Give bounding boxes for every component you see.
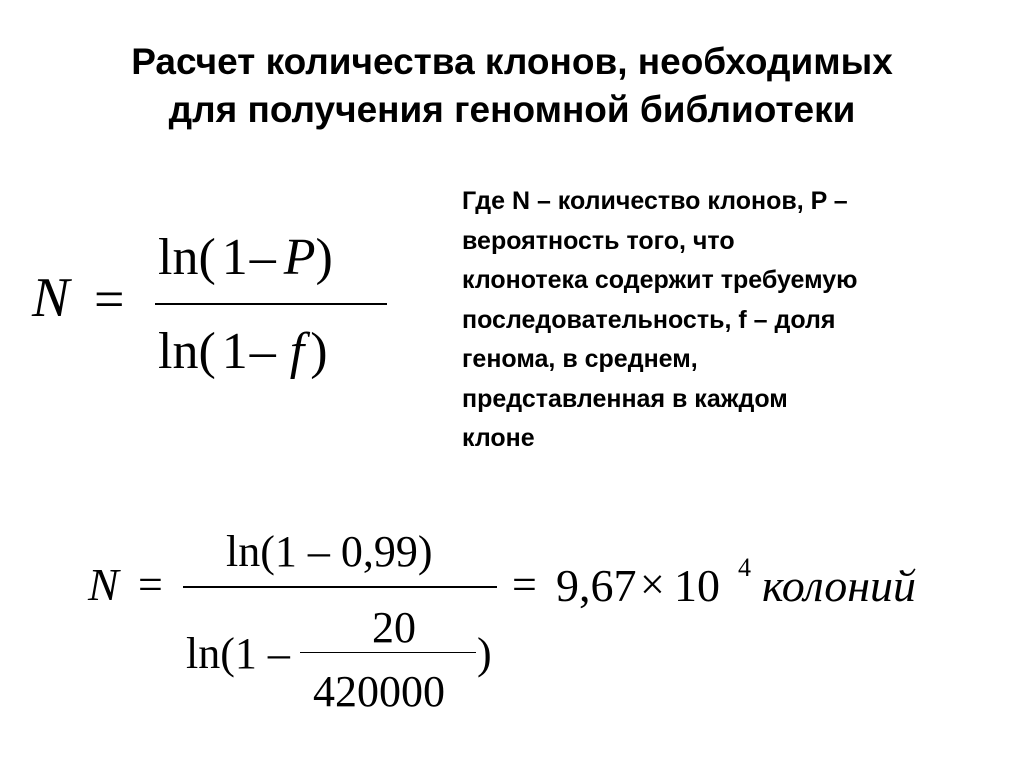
formula-general-numerator: ln( 1– P)	[158, 229, 333, 286]
formula-example-inner-denominator: 420000	[313, 667, 445, 716]
formula-example-fraction-bar	[183, 586, 497, 588]
formula-example-inner-numerator: 20	[372, 603, 416, 652]
title-line-1: Расчет количества клонов, необходимых	[131, 41, 893, 82]
formula-example-result-exponent: 4	[738, 553, 751, 582]
formula-example-result-base: 10	[674, 560, 720, 611]
formula-general-lhs: N	[32, 267, 70, 329]
description-line: клонотека содержит требуемую	[462, 266, 858, 294]
description-line: представленная в каждом	[462, 384, 788, 413]
description-line: клоне	[462, 424, 535, 452]
formula-example-numerator: ln(1 – 0,99)	[226, 527, 433, 576]
formula-example-equals-2: =	[512, 560, 537, 609]
formula-general-fraction-bar	[155, 303, 387, 305]
formula-example-equals: =	[138, 560, 163, 609]
formula-example-lhs: N	[88, 559, 119, 610]
formula-example-denominator-prefix: ln(1 –	[186, 629, 290, 678]
description-line: вероятность того, что	[462, 226, 735, 255]
description-line: Где N – количество клонов, P –	[462, 187, 848, 215]
variable-description	[462, 182, 1012, 459]
description-line: генома, в среднем,	[462, 345, 698, 373]
page-title	[0, 38, 1024, 134]
formula-general-equals: =	[94, 269, 125, 329]
formula-example-result-mantissa: 9,67	[556, 560, 637, 611]
description-line: последовательность, f – доля	[462, 305, 836, 334]
formula-example-times: ×	[640, 560, 665, 609]
formula-example-denominator-suffix: )	[477, 629, 492, 678]
formula-example-unit: колоний	[762, 560, 917, 611]
formula-example-inner-fraction-bar	[300, 652, 476, 653]
title-line-2: для получения геномной библиотеки	[168, 89, 856, 130]
formula-general-denominator: ln( 1– f )	[158, 323, 328, 380]
